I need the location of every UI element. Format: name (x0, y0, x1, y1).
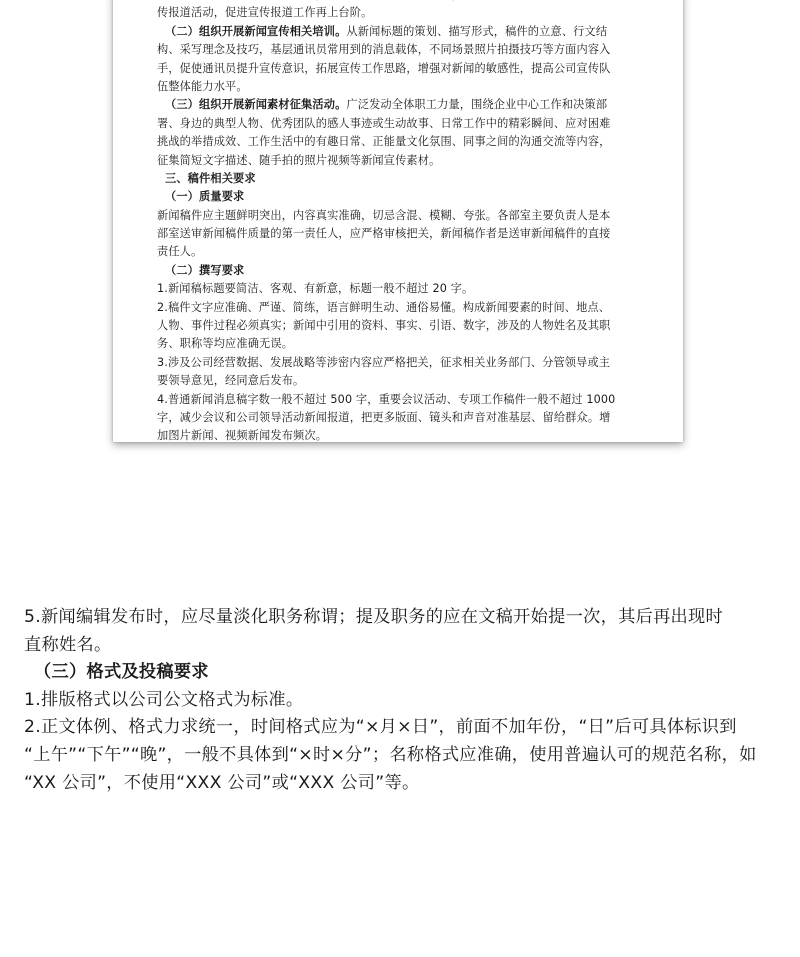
preview-line (157, 152, 643, 170)
preview-line (157, 299, 643, 317)
preview-line-heading: （三）组织开展新闻素材征集活动。 (165, 98, 347, 112)
preview-line-heading: （二）组织开展新闻宣传相关培训。 (165, 24, 347, 38)
preview-line (157, 60, 643, 78)
preview-line-heading: 三、稿件相关要求 (165, 171, 256, 185)
preview-line-text: 挑战的举措成效、工作生活中的有趣日常、正能量文化氛围、同事之间的沟通交流等内容， (157, 135, 611, 149)
preview-line (157, 427, 643, 442)
section-heading: （三）格式及投稿要求 (34, 662, 209, 683)
preview-line-text: 构、采写理念及技巧，基层通讯员常用到的消息载体，不同场景照片拍摄技巧等方面内容入 (157, 43, 611, 57)
preview-line (157, 115, 643, 133)
preview-line (157, 41, 643, 59)
preview-line (157, 207, 643, 225)
preview-line (157, 372, 643, 390)
page-preview-text (157, 0, 643, 442)
preview-line (157, 243, 643, 261)
preview-line (157, 188, 643, 206)
preview-line-text: 要领导意见，经同意后发布。 (157, 374, 305, 388)
preview-line-text: 1.新闻稿标题要简洁、客观、有新意，标题一般不超过 20 字。 (157, 282, 474, 296)
body-line: 5.新闻编辑发布时，应尽量淡化职务称谓；提及职务的应在文稿开始提一次，其后再出现时 (24, 607, 724, 627)
preview-line (157, 391, 643, 409)
body-line: 2.正文体例、格式力求统一，时间格式应为“×月×日”，前面不加年份，“日”后可具体标识到 (24, 717, 737, 738)
preview-line-text: 手，促使通讯员提升宣传意识，拓展宣传工作思路，增强对新闻的敏感性，提高公司宣传队 (157, 61, 611, 75)
body-line: “上午”“下午”“晚”，一般不具体到“×时×分”；名称格式应准确，使用普遍认可的规范名称，如 (24, 744, 757, 765)
preview-line-text: 署、身边的典型人物、优秀团队的感人事迹或生动故事、日常工作中的精彩瞬间、应对困难 (157, 116, 611, 130)
preview-line-heading: （二）撰写要求 (165, 263, 245, 277)
preview-line (157, 225, 643, 243)
preview-line-text: 3.涉及公司经营数据、发展战略等涉密内容应严格把关，征求相关业务部门、分管领导或主 (157, 355, 611, 369)
preview-line-text: 部室送审新闻稿件质量的第一责任人，应严格审核把关，新闻稿作者是送审新闻稿件的直接 (157, 227, 611, 241)
preview-line-text: 4.普通新闻消息稿字数一般不超过 500 字，重要会议活动、专项工作稿件一般不超过 1000 (157, 392, 616, 406)
body-text (24, 604, 784, 797)
preview-line-text: 广泛发动全体职工力量，围绕企业中心工作和决策部 (346, 98, 608, 112)
preview-line-text: 伍整体能力水平。 (157, 79, 248, 93)
body-line: 直称姓名。 (24, 634, 112, 655)
preview-line (157, 23, 643, 41)
preview-line (157, 96, 643, 114)
preview-line-text: 2.稿件文字应准确、严谨、简练，语言鲜明生动、通俗易懂。构成新闻要素的时间、地点、 (157, 300, 611, 314)
preview-line-text: 征集简短文字描述、随手拍的照片视频等新闻宣传素材。 (157, 153, 441, 167)
preview-line-text: 传报道活动，促进宣传报道工作再上台阶。 (157, 6, 373, 20)
preview-line (157, 280, 643, 298)
body-line: 1.排版格式以公司公文格式为标准。 (24, 689, 304, 710)
preview-line (157, 4, 643, 22)
preview-line (157, 78, 643, 96)
preview-line (157, 335, 643, 353)
preview-line-text: 加图片新闻、视频新闻发布频次。 (157, 429, 328, 442)
preview-line-text: 人物、事件过程必须真实；新闻中引用的资料、事实、引语、数字，涉及的人物姓名及其职 (157, 319, 611, 333)
preview-line-text: 字，减少会议和公司领导活动新闻报道，把更多版面、镜头和声音对准基层、留给群众。增 (157, 410, 611, 424)
preview-line-text: 务、职称等均应准确无误。 (157, 337, 294, 351)
preview-line-text: 从新闻标题的策划、描写形式，稿件的立意、行文结 (346, 24, 608, 38)
preview-line (157, 133, 643, 151)
body-line: “XX 公司”，不使用“XXX 公司”或“XXX 公司”等。 (24, 772, 420, 793)
document-page-preview (113, 0, 683, 442)
preview-line-text: 责任人。 (157, 245, 203, 259)
preview-line (157, 170, 643, 188)
preview-line-heading: （一）质量要求 (165, 190, 245, 204)
preview-line-text (157, 0, 531, 1)
preview-line-text: 新闻稿件应主题鲜明突出，内容真实准确，切忌含混、模糊、夸张。各部室主要负责人是本 (157, 208, 611, 222)
preview-line (157, 409, 643, 427)
preview-line (157, 262, 643, 280)
preview-line (157, 317, 643, 335)
preview-line (157, 354, 643, 372)
